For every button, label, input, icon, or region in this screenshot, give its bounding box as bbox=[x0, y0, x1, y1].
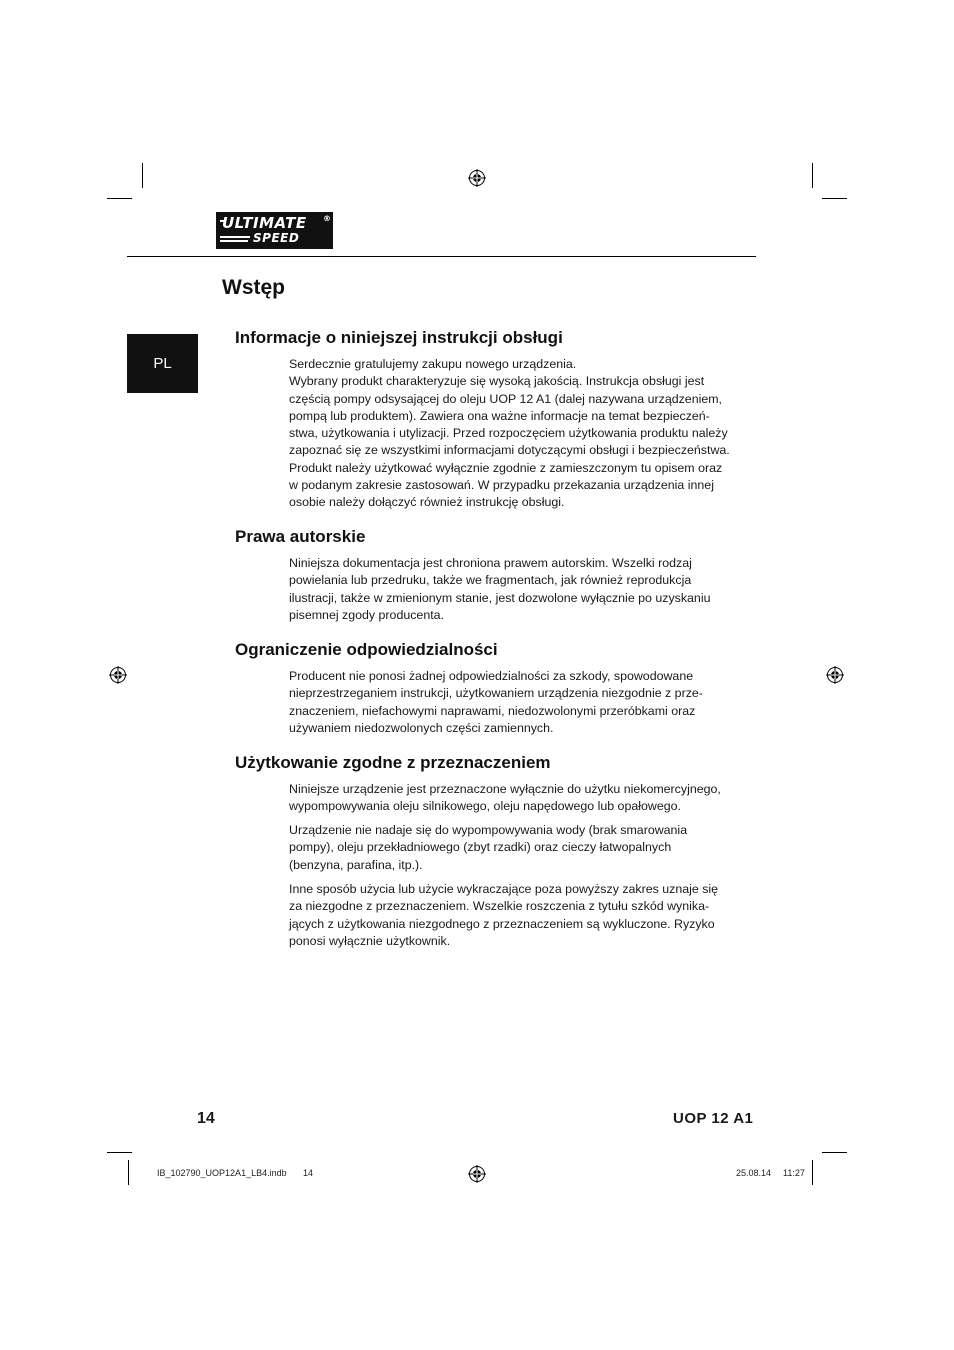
section-paragraph bbox=[289, 781, 721, 816]
page-title: Wstęp bbox=[222, 276, 285, 299]
text-line: za niezgodne z przeznaczeniem. Wszelkie roszczenia z tytułu szkód wynika- bbox=[289, 899, 710, 914]
text-line: stwa, użytkowania i utylizacji. Przed rozpoczęciem użytkowania produktu należy bbox=[289, 426, 728, 441]
registration-mark-icon bbox=[826, 666, 844, 684]
registered-mark: ® bbox=[323, 214, 331, 223]
crop-mark bbox=[812, 163, 813, 188]
section-paragraph bbox=[289, 555, 710, 624]
text-line: Producent nie ponosi żadnej odpowiedzialności za szkody, spowodowane bbox=[289, 669, 694, 683]
brand-name-line1: ULTIMATE bbox=[222, 214, 307, 232]
slug-file: IB_102790_UOP12A1_LB4.indb bbox=[157, 1168, 287, 1178]
brand-logo bbox=[216, 212, 333, 249]
text-line: Niniejsze urządzenie jest przeznaczone wyłącznie do użytku niekomercyjnego, bbox=[289, 782, 721, 796]
text-line: (benzyna, parafina, itp.). bbox=[289, 857, 423, 872]
text-line: Wybrany produkt charakteryzuje się wysoką jakością. Instrukcja obsługi jest bbox=[289, 374, 705, 389]
text-line: pompą lub produktem). Zawiera ona ważne informacje na temat bezpieczeń- bbox=[289, 408, 710, 423]
text-line: nieprzestrzeganiem instrukcji, użytkowaniem urządzenia niezgodnie z prze- bbox=[289, 686, 703, 701]
text-line: w podanym zakresie zastosowań. W przypadku przekazania urządzenia innej bbox=[289, 478, 714, 493]
page-number: 14 bbox=[197, 1110, 215, 1127]
text-line: pompy), oleju przekładniowego (zbyt rzadki) oraz cieczy łatwopalnych bbox=[289, 840, 672, 855]
logo-stripe bbox=[220, 240, 248, 242]
text-line: ilustracji, także w zmienionym stanie, jest dozwolone wyłącznie po uzyskaniu bbox=[289, 590, 711, 605]
crop-mark bbox=[128, 1160, 129, 1185]
section-paragraph bbox=[289, 356, 730, 512]
text-line: Produkt należy użytkować wyłącznie zgodnie z zamieszczonym tu opisem oraz bbox=[289, 460, 723, 475]
text-line: Urządzenie nie nadaje się do wypompowywania wody (brak smarowania bbox=[289, 823, 688, 837]
text-line: częścią pompy odsysającej do oleju UOP 12 A1 (dalej nazywana urządzeniem, bbox=[289, 391, 722, 406]
section-paragraph bbox=[289, 822, 687, 874]
registration-mark-icon bbox=[109, 666, 127, 684]
slug-date: 25.08.14 bbox=[736, 1168, 772, 1178]
section-paragraph bbox=[289, 668, 703, 737]
language-tab: PL bbox=[127, 334, 198, 393]
text-line: używaniem niedozwolonych części zamiennych. bbox=[289, 720, 554, 735]
section-heading: Informacje o niniejszej instrukcji obsługi bbox=[235, 328, 563, 347]
crop-mark bbox=[822, 198, 847, 199]
text-line: pisemnej zgody producenta. bbox=[289, 607, 444, 622]
slug-page: 14 bbox=[303, 1168, 314, 1178]
text-line: powielania lub przedruku, także we fragmentach, jak również reprodukcja bbox=[289, 573, 692, 588]
text-line: zapoznać się ze wszystkimi informacjami dotyczącymi obsługi i bezpieczeństwa. bbox=[289, 443, 730, 458]
text-line: Serdecznie gratulujemy zakupu nowego urządzenia. bbox=[289, 357, 577, 371]
text-line: osobie należy dołączyć również instrukcję obsługi. bbox=[289, 495, 565, 510]
text-line: ponosi wyłącznie użytkownik. bbox=[289, 933, 451, 948]
logo-stripe bbox=[220, 236, 250, 238]
brand-name-line2: SPEED bbox=[253, 231, 300, 245]
text-line: wypompowywania oleju silnikowego, oleju napędowego lub opałowego. bbox=[289, 799, 681, 814]
text-line: jących z użytkowania niezgodnego z przeznaczeniem są wykluczone. Ryzyko bbox=[289, 916, 715, 931]
crop-mark bbox=[107, 1152, 132, 1153]
section-heading: Ograniczenie odpowiedzialności bbox=[235, 640, 498, 659]
crop-mark bbox=[812, 1160, 813, 1185]
text-line: znaczeniem, niefachowymi naprawami, niedozwolonymi przeróbkami oraz bbox=[289, 703, 696, 718]
crop-mark bbox=[822, 1152, 847, 1153]
text-line: Inne sposób użycia lub użycie wykraczające poza powyższy zakres uznaje się bbox=[289, 882, 719, 896]
slug-time: 11:27 bbox=[783, 1168, 805, 1178]
model-name: UOP 12 A1 bbox=[673, 1110, 754, 1127]
registration-mark-icon bbox=[468, 1165, 486, 1183]
text-line: Niniejsza dokumentacja jest chroniona prawem autorskim. Wszelki rodzaj bbox=[289, 556, 692, 570]
section-heading: Użytkowanie zgodne z przeznaczeniem bbox=[235, 753, 551, 772]
crop-mark bbox=[107, 198, 132, 199]
section-paragraph bbox=[289, 881, 718, 950]
header-rule bbox=[127, 256, 756, 257]
section-heading: Prawa autorskie bbox=[235, 527, 366, 546]
registration-mark-icon bbox=[468, 169, 486, 187]
crop-mark bbox=[142, 163, 143, 188]
